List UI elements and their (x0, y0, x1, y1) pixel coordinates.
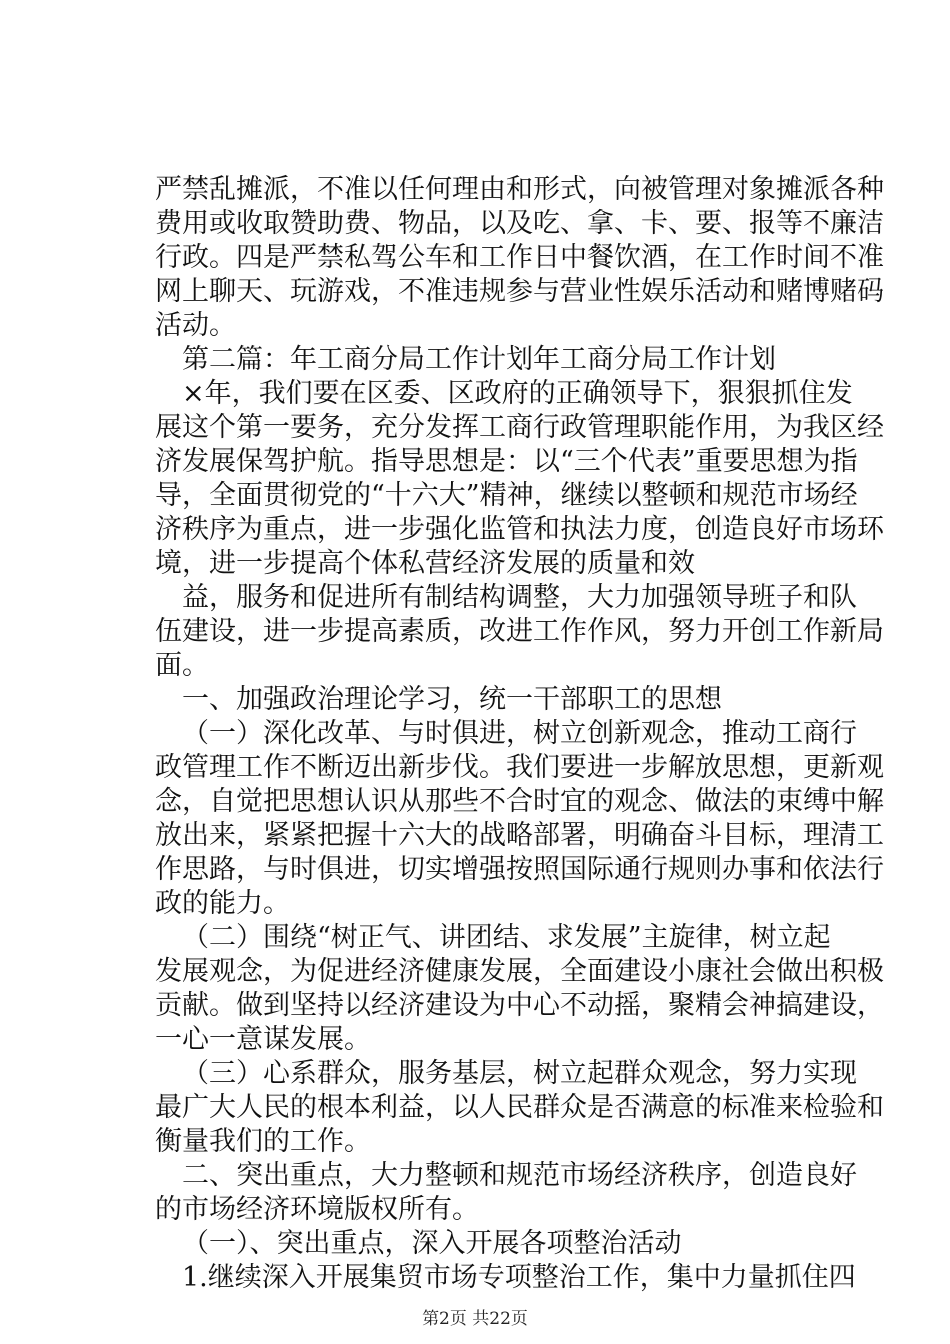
body-text-line: 面。 (155, 650, 209, 681)
body-text-line: 放出来，紧紧把握十六大的战略部署，明确奋斗目标，理清工 (155, 820, 884, 851)
body-text-line: 展这个第一要务，充分发挥工商行政管理职能作用，为我区经 (155, 412, 884, 443)
body-text-line: 济发展保驾护航。指导思想是：以“三个代表”重要思想为指 (155, 446, 858, 477)
body-text-line: 贡献。做到坚持以经济建设为中心不动摇，聚精会神搞建设， (155, 990, 884, 1021)
body-text-line: 政的能力。 (155, 888, 290, 919)
body-text-line: 导，全面贯彻党的“十六大”精神，继续以整顿和规范市场经 (155, 480, 858, 511)
body-text-line: 网上聊天、玩游戏，不准违规参与营业性娱乐活动和赌博赌码 (155, 276, 884, 307)
body-text-line: 严禁乱摊派，不准以任何理由和形式，向被管理对象摊派各种 (155, 174, 884, 205)
body-text-line: ×年，我们要在区委、区政府的正确领导下，狠狠抓住发 (182, 378, 853, 409)
body-text-line: 发展观念，为促进经济健康发展，全面建设小康社会做出积极 (155, 956, 884, 987)
body-text-line: 费用或收取赞助费、物品，以及吃、拿、卡、要、报等不廉洁 (155, 208, 884, 239)
page-number-footer: 第2页 共22页 (422, 1309, 528, 1329)
body-text-line: 政管理工作不断迈出新步伐。我们要进一步解放思想，更新观 (155, 752, 884, 783)
body-text-line: 最广大人民的根本利益，以人民群众是否满意的标准来检验和 (155, 1092, 884, 1123)
body-text-line: （三）心系群众，服务基层，树立起群众观念，努力实现 (182, 1058, 857, 1089)
body-text-line: 1.继续深入开展集贸市场专项整治工作，集中力量抓住四 (182, 1262, 856, 1293)
body-text-line: 的市场经济环境版权所有。 (155, 1194, 479, 1225)
body-text-line: （一）深化改革、与时俱进，树立创新观念，推动工商行 (182, 718, 857, 749)
subsection-heading: （一）、突出重点，深入开展各项整治活动 (182, 1228, 682, 1259)
body-text-line: 作思路，与时俱进，切实增强按照国际通行规则办事和依法行 (155, 854, 884, 885)
section-heading: 一、加强政治理论学习，统一干部职工的思想 (182, 684, 722, 715)
body-text-line: 益，服务和促进所有制结构调整，大力加强领导班子和队 (182, 582, 857, 613)
body-text-line: 伍建设，进一步提高素质，改进工作作风，努力开创工作新局 (155, 616, 884, 647)
body-text-line: 济秩序为重点，进一步强化监管和执法力度，创造良好市场环 (155, 514, 884, 545)
body-text-line: 衡量我们的工作。 (155, 1126, 371, 1157)
section-heading: 二、突出重点，大力整顿和规范市场经济秩序，创造良好 (182, 1160, 857, 1191)
body-text-line: 一心一意谋发展。 (155, 1024, 371, 1055)
section-heading: 第二篇：年工商分局工作计划年工商分局工作计划 (182, 344, 776, 375)
body-text-line: 境，进一步提高个体私营经济发展的质量和效 (155, 548, 695, 579)
body-text-line: 行政。四是严禁私驾公车和工作日中餐饮酒，在工作时间不准 (155, 242, 884, 273)
body-text-line: 活动。 (155, 310, 236, 341)
body-text-line: （二）围绕“树正气、讲团结、求发展”主旋律，树立起 (182, 922, 831, 953)
body-text-line: 念，自觉把思想认识从那些不合时宜的观念、做法的束缚中解 (155, 786, 884, 817)
